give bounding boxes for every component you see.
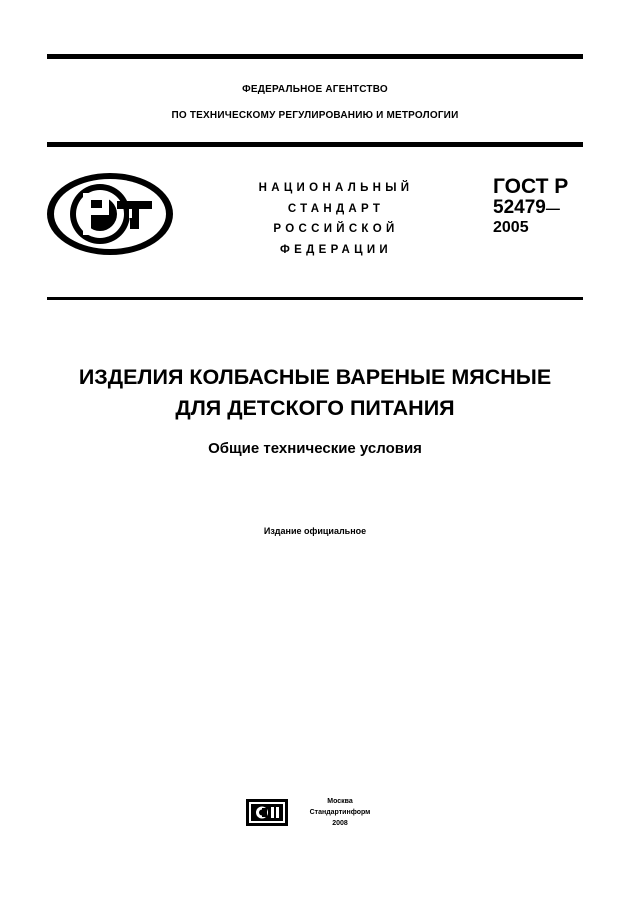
agency-line-2: ПО ТЕХНИЧЕСКОМУ РЕГУЛИРОВАНИЮ И МЕТРОЛОГИИ <box>171 110 459 121</box>
standard-type-line-2: СТАНДАРТ <box>287 202 385 215</box>
document-title-line-2: ДЛЯ ДЕТСКОГО ПИТАНИЯ <box>175 396 455 420</box>
publisher-year: 2008 <box>332 820 348 827</box>
mid-rule <box>47 297 583 300</box>
document-subtitle: Общие технические условия <box>208 440 422 457</box>
agency-line-1: ФЕДЕРАЛЬНОЕ АГЕНТСТВО <box>242 84 388 95</box>
standard-type <box>226 178 446 260</box>
publisher-info <box>296 796 384 829</box>
gost-r-certification-mark-icon <box>45 171 175 257</box>
publisher-name: Стандартинформ <box>309 809 371 816</box>
standard-type-line-1: НАЦИОНАЛЬНЫЙ <box>258 182 414 194</box>
publisher-city: Москва <box>327 798 353 805</box>
gost-number: 52479 <box>493 197 546 219</box>
gost-title: ГОСТ Р <box>493 175 569 198</box>
edition-note: Издание официальное <box>263 526 367 536</box>
standartinform-logo-icon <box>246 799 288 826</box>
gost-designation <box>493 175 568 237</box>
header-rule <box>47 142 583 147</box>
gost-dash: — <box>545 200 560 217</box>
standard-type-line-3: РОССИЙСКОЙ <box>273 223 399 235</box>
document-title <box>0 362 630 424</box>
standard-type-line-4: ФЕДЕРАЦИИ <box>280 243 392 256</box>
top-rule <box>47 54 583 59</box>
document-title-line-1: ИЗДЕЛИЯ КОЛБАСНЫЕ ВАРЕНЫЕ МЯСНЫЕ <box>78 365 552 389</box>
gost-year: 2005 <box>493 218 529 236</box>
